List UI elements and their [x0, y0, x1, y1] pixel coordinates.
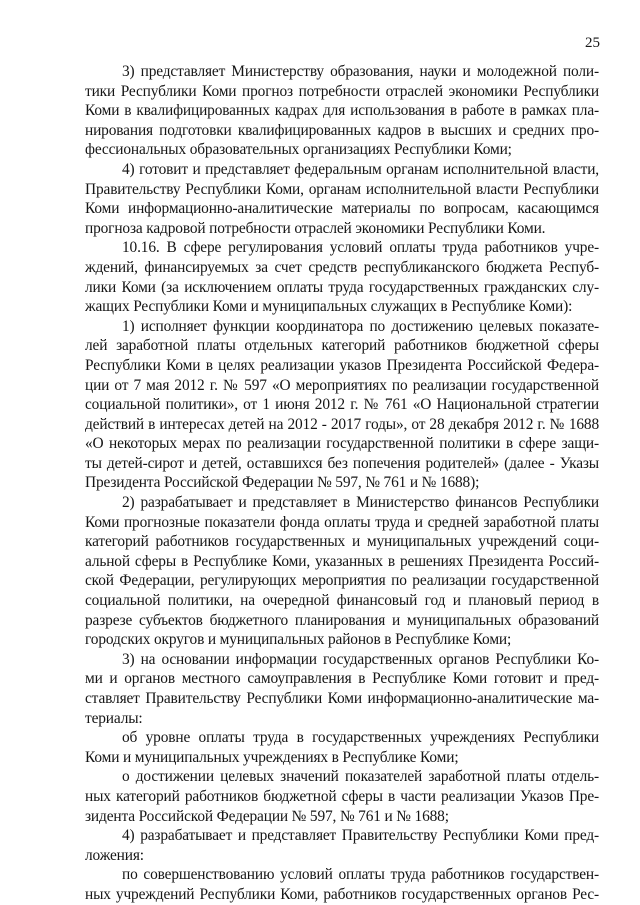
text-line: териалы:: [85, 709, 143, 727]
text-line: лей заработной платы отдельных категорий работников бюджетной сферы: [85, 337, 599, 355]
text-line: альной сферы в Республике Коми, указанных в решениях Президента Россий-: [85, 552, 599, 570]
text-line: категорий работников государственных и муниципальных учреждений соци-: [85, 533, 599, 551]
text-line: ждений, финансируемых за счет средств республиканского бюджета Респуб-: [85, 258, 599, 276]
text-line: 3) на основании информации государственных органов Республики Ко-: [122, 650, 599, 668]
text-line: ставляет Правительству Республики Коми информационно-аналитические ма-: [85, 690, 599, 707]
text-line: ции от 7 мая 2012 г. № 597 «О мероприятиях по реализации государственной: [85, 376, 599, 394]
text-line: социальной политики», от 1 июня 2012 г. № 761 «О Национальной стратегии: [85, 396, 599, 414]
text-line: тики Республики Коми прогноз потребности отраслей экономики Республики: [85, 82, 599, 100]
text-line: по совершенствованию условий оплаты труда работников государствен-: [122, 866, 599, 884]
text-line: городских округов и муниципальных районов в Республике Коми;: [85, 631, 512, 649]
text-line: 2) разрабатывает и представляет в Министерство финансов Республики: [122, 494, 599, 512]
text-line: Коми и муниципальных учреждениях в Республике Коми;: [85, 748, 459, 766]
text-line: Коми информационно-аналитические материалы по вопросам, касающимся: [85, 200, 599, 218]
text-line: Президента Российской Федерации № 597, № 761 и № 1688);: [85, 474, 480, 492]
text-line: об уровне оплаты труда в государственных учреждениях Республики: [122, 729, 599, 747]
document-body: [85, 62, 599, 905]
text-line: жащих Республики Коми и муниципальных служащих в Республике Коми):: [85, 298, 573, 316]
text-line: разрезе субъектов бюджетного планирования и муниципальных образований: [85, 611, 599, 629]
text-line: ложения:: [85, 846, 144, 864]
text-line: ской Федерации, регулирующих мероприятия по реализации государственной: [85, 572, 599, 590]
text-line: 3) представляет Министерству образования, науки и молодежной поли-: [122, 63, 599, 80]
text-line: фессиональных образовательных организациях Республики Коми;: [85, 141, 512, 159]
text-line: нирования подготовки квалифицированных кадров в высших и средних про-: [85, 121, 599, 139]
text-line: ми и органов местного самоуправления в Республике Коми готовит и пред-: [85, 670, 599, 688]
text-line: прогноза кадровой потребности отраслей экономики Республики Коми.: [85, 219, 546, 237]
text-line: ных учреждений Республики Коми, работников государственных органов Рес-: [85, 885, 599, 903]
text-line: 4) готовит и представляет федеральным органам исполнительной власти,: [122, 160, 599, 178]
text-line: Правительству Республики Коми, органам исполнительной власти Республики: [85, 180, 599, 198]
text-line: лики Коми (за исключением оплаты труда государственных гражданских слу-: [85, 278, 599, 296]
text-line: Коми в квалифицированных кадрах для использования в работе в рамках пла-: [85, 102, 599, 120]
page-number: 25: [585, 35, 600, 51]
text-line: ты детей-сирот и детей, оставшихся без попечения родителей» (далее - Указы: [85, 454, 599, 472]
text-line: 1) исполняет функции координатора по достижению целевых показате-: [122, 317, 599, 335]
text-line: зидента Российской Федерации № 597, № 761 и № 1688;: [85, 807, 449, 825]
text-line: «О некоторых мерах по реализации государственной политики в сфере защи-: [85, 435, 599, 453]
text-line: 10.16. В сфере регулирования условий оплаты труда работников учре-: [122, 239, 599, 257]
text-line: действий в интересах детей на 2012 - 2017 годы», от 28 декабря 2012 г. № 1688: [85, 415, 599, 433]
text-line: социальной политики, на очередной финансовый год и плановый период в: [85, 592, 599, 610]
text-line: Республики Коми в целях реализации указов Президента Российской Федера-: [85, 356, 599, 374]
text-line: 4) разрабатывает и представляет Правительству Республики Коми пред-: [122, 827, 599, 845]
text-line: о достижении целевых значений показателей заработной платы отдель-: [122, 768, 599, 786]
text-line: Коми прогнозные показатели фонда оплаты труда и средней заработной платы: [85, 513, 599, 531]
text-line: ных категорий работников бюджетной сферы в части реализации Указов Пре-: [85, 787, 599, 805]
